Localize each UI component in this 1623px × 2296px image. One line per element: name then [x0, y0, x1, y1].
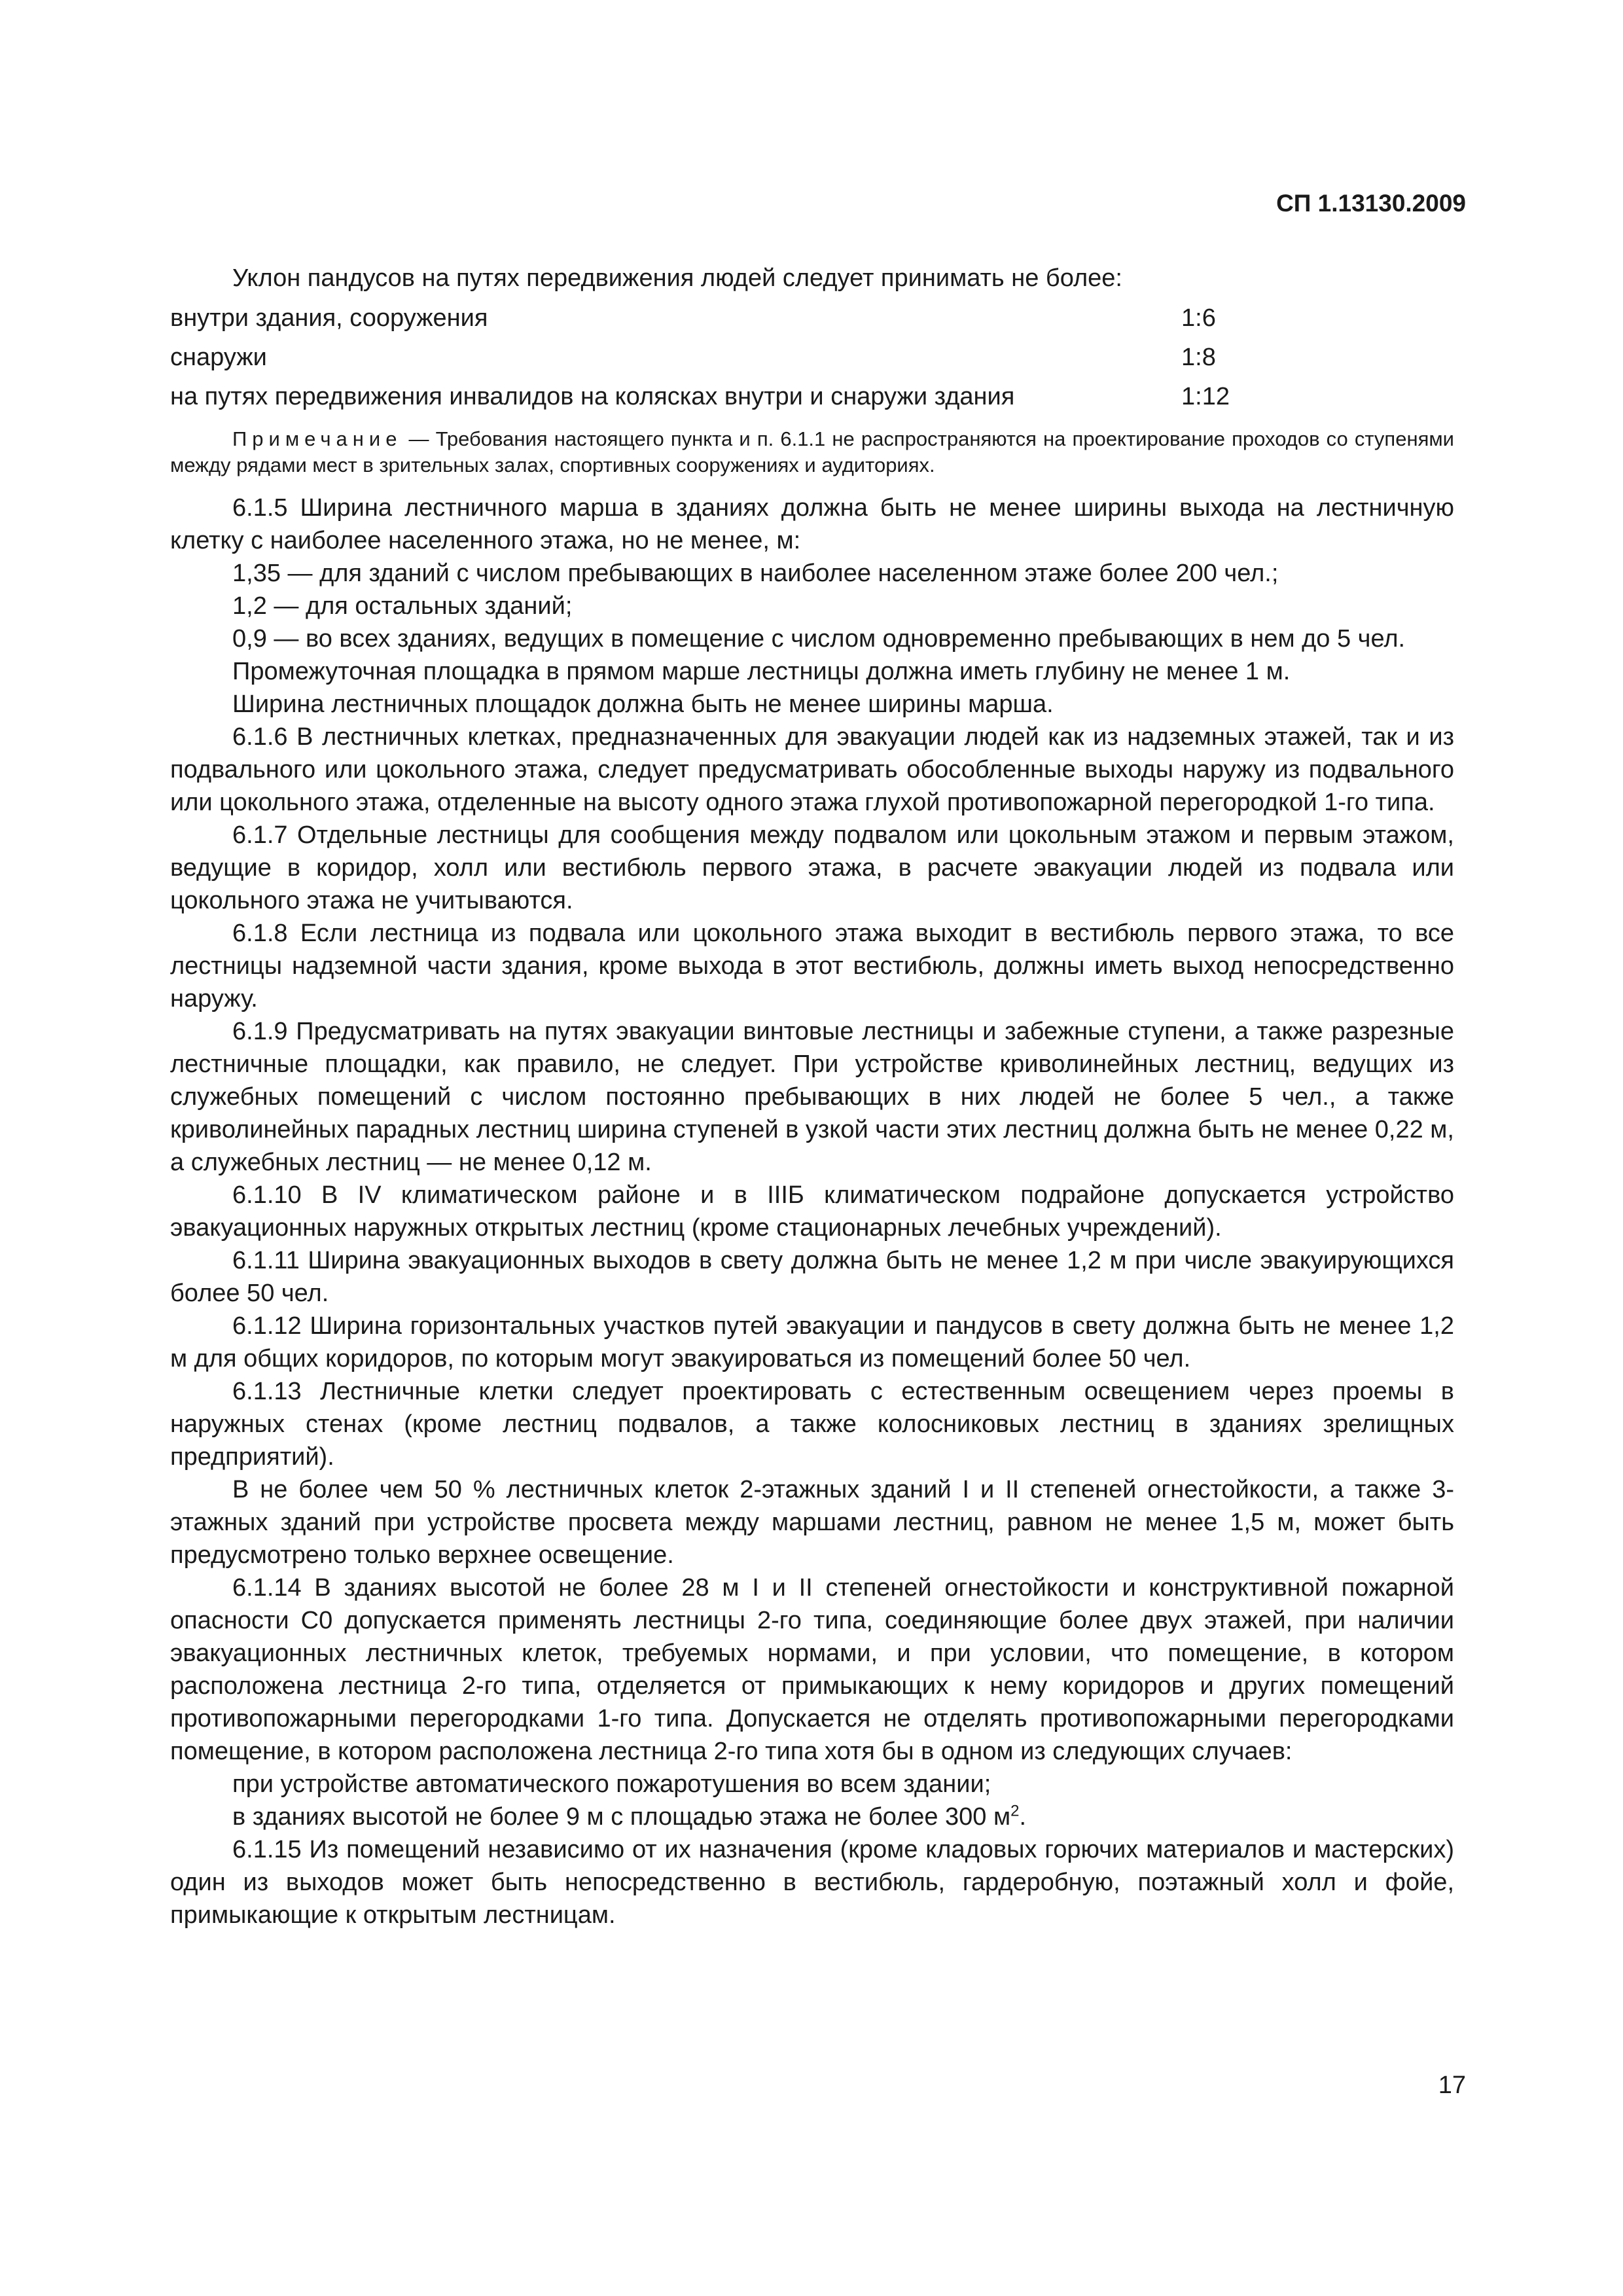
paragraph: 1,35 — для зданий с числом пребывающих в наиболее населенном этаже более 200 чел.;: [232, 560, 1279, 587]
slopes-table: [170, 298, 1454, 416]
slope-value: 1:6: [1181, 304, 1216, 332]
paragraph: [170, 1801, 1454, 1833]
paragraph: 6.1.9 Предусматривать на путях эвакуации винтовые лестницы и забежные ступени, а также разрезные лестничные площадки, как правило, не следует. При устройстве криволинейных лестниц, ведущих из служебных помещений с числом постоянно пребывающих в них людей не более 5 чел., а также криволинейных парадных лестниц ширина ступеней в узкой части этих лестниц должна быть не менее 0,22 м, а служебных лестниц — не менее 0,12 м.: [170, 1018, 1454, 1176]
slope-label: на путях передвижения инвалидов на колясках внутри и снаружи здания: [170, 383, 1015, 410]
paragraph: 6.1.15 Из помещений независимо от их назначения (кроме кладовых горючих материалов и мастерских) один из выходов может быть непосредственно в вестибюль, гардеробную, поэтажный холл и фойе, примыкающие к открытым лестницам.: [170, 1836, 1454, 1929]
slope-row: [170, 338, 1454, 377]
slope-row: [170, 298, 1454, 338]
page-number: 17: [1438, 2072, 1466, 2099]
paragraph: Ширина лестничных площадок должна быть не менее ширины марша.: [232, 691, 1054, 718]
paragraph: 6.1.14 В зданиях высотой не более 28 м I и II степеней огнестойкости и конструктивной пожарной опасности С0 допускается применять лестницы 2-го типа, соединяющие более двух этажей, при наличии эвакуационных лестничных клеток, требуемых нормами, и при условии, что помещение, в котором расположена лестница 2-го типа, отделяется от примыкающих к нему коридоров и других помещений противопожарными перегородками 1-го типа. Допускается не отделять противопожарными перегородками помещение, в котором расположена лестница 2-го типа хотя бы в одном из следующих случаев:: [170, 1574, 1454, 1765]
paragraph: В не более чем 50 % лестничных клеток 2-этажных зданий I и II степеней огнестойкости, а также 3-этажных зданий при устройстве просвета между маршами лестниц, равном не менее 1,5 м, может быть предусмотрено только верхнее освещение.: [170, 1476, 1454, 1569]
paragraph: 6.1.5 Ширина лестничного марша в зданиях должна быть не менее ширины выхода на лестничную клетку с наиболее населенного этажа, но не менее, м:: [170, 494, 1454, 554]
slope-row: [170, 377, 1454, 416]
note: [170, 426, 1454, 478]
paragraph: 6.1.12 Ширина горизонтальных участков путей эвакуации и пандусов в свету должна быть не менее 1,2 м для общих коридоров, по которым могут эвакуироваться из помещений более 50 чел.: [170, 1312, 1454, 1372]
paragraph-text: в зданиях высотой не более 9 м с площадью этажа не более 300 м: [232, 1803, 1011, 1831]
paragraph: 6.1.10 В IV климатическом районе и в IIIБ климатическом подрайоне допускается устройство эвакуационных наружных открытых лестниц (кроме стационарных лечебных учреждений).: [170, 1181, 1454, 1242]
paragraph: 1,2 — для остальных зданий;: [232, 592, 573, 620]
slope-label: внутри здания, сооружения: [170, 304, 488, 332]
paragraph: 6.1.7 Отдельные лестницы для сообщения между подвалом или цокольным этажом и первым этажом, ведущие в коридор, холл или вестибюль первого этажа, в расчете эвакуации людей из подвала или цокольного этажа не учитываются.: [170, 821, 1454, 914]
paragraph: 6.1.8 Если лестница из подвала или цокольного этажа выходит в вестибюль первого этажа, то все лестницы надземной части здания, кроме выхода в этот вестибюль, должны иметь выход непосредственно наружу.: [170, 920, 1454, 1013]
slope-value: 1:8: [1181, 344, 1216, 371]
paragraph-end: .: [1019, 1803, 1027, 1831]
paragraph: Промежуточная площадка в прямом марше лестницы должна иметь глубину не менее 1 м.: [232, 658, 1291, 685]
paragraph: 6.1.11 Ширина эвакуационных выходов в свету должна быть не менее 1,2 м при числе эвакуирующихся более 50 чел.: [170, 1247, 1454, 1307]
slope-label: снаружи: [170, 344, 267, 371]
document-code: СП 1.13130.2009: [1276, 190, 1466, 217]
superscript: 2: [1010, 1802, 1020, 1820]
slopes-intro: Уклон пандусов на путях передвижения людей следует принимать не более:: [232, 264, 1122, 292]
paragraph: 6.1.6 В лестничных клетках, предназначенных для эвакуации людей как из надземных этажей, так и из подвального или цокольного этажа, следует предусматривать обособленные выходы наружу из подвального или цокольного этажа, отделенные на высоту одного этажа глухой противопожарной перегородкой 1-го типа.: [170, 723, 1454, 816]
paragraph: 6.1.13 Лестничные клетки следует проектировать с естественным освещением через проемы в наружных стенах (кроме лестниц подвалов, а также колосниковых лестниц в зданиях зрелищных предприятий).: [170, 1378, 1454, 1471]
document-body: [170, 262, 1454, 1931]
note-text: — Требования настоящего пункта и п. 6.1.1 не распространяются на проектирование проходов со ступенями между рядами мест в зрительных залах, спортивных сооружениях и аудиториях.: [170, 427, 1454, 476]
paragraph: 0,9 — во всех зданиях, ведущих в помещение с числом одновременно пребывающих в нем до 5 чел.: [232, 625, 1406, 653]
note-heading: Примечание: [232, 427, 402, 450]
slope-value: 1:12: [1181, 383, 1230, 410]
paragraph: при устройстве автоматического пожаротушения во всем здании;: [232, 1770, 991, 1798]
